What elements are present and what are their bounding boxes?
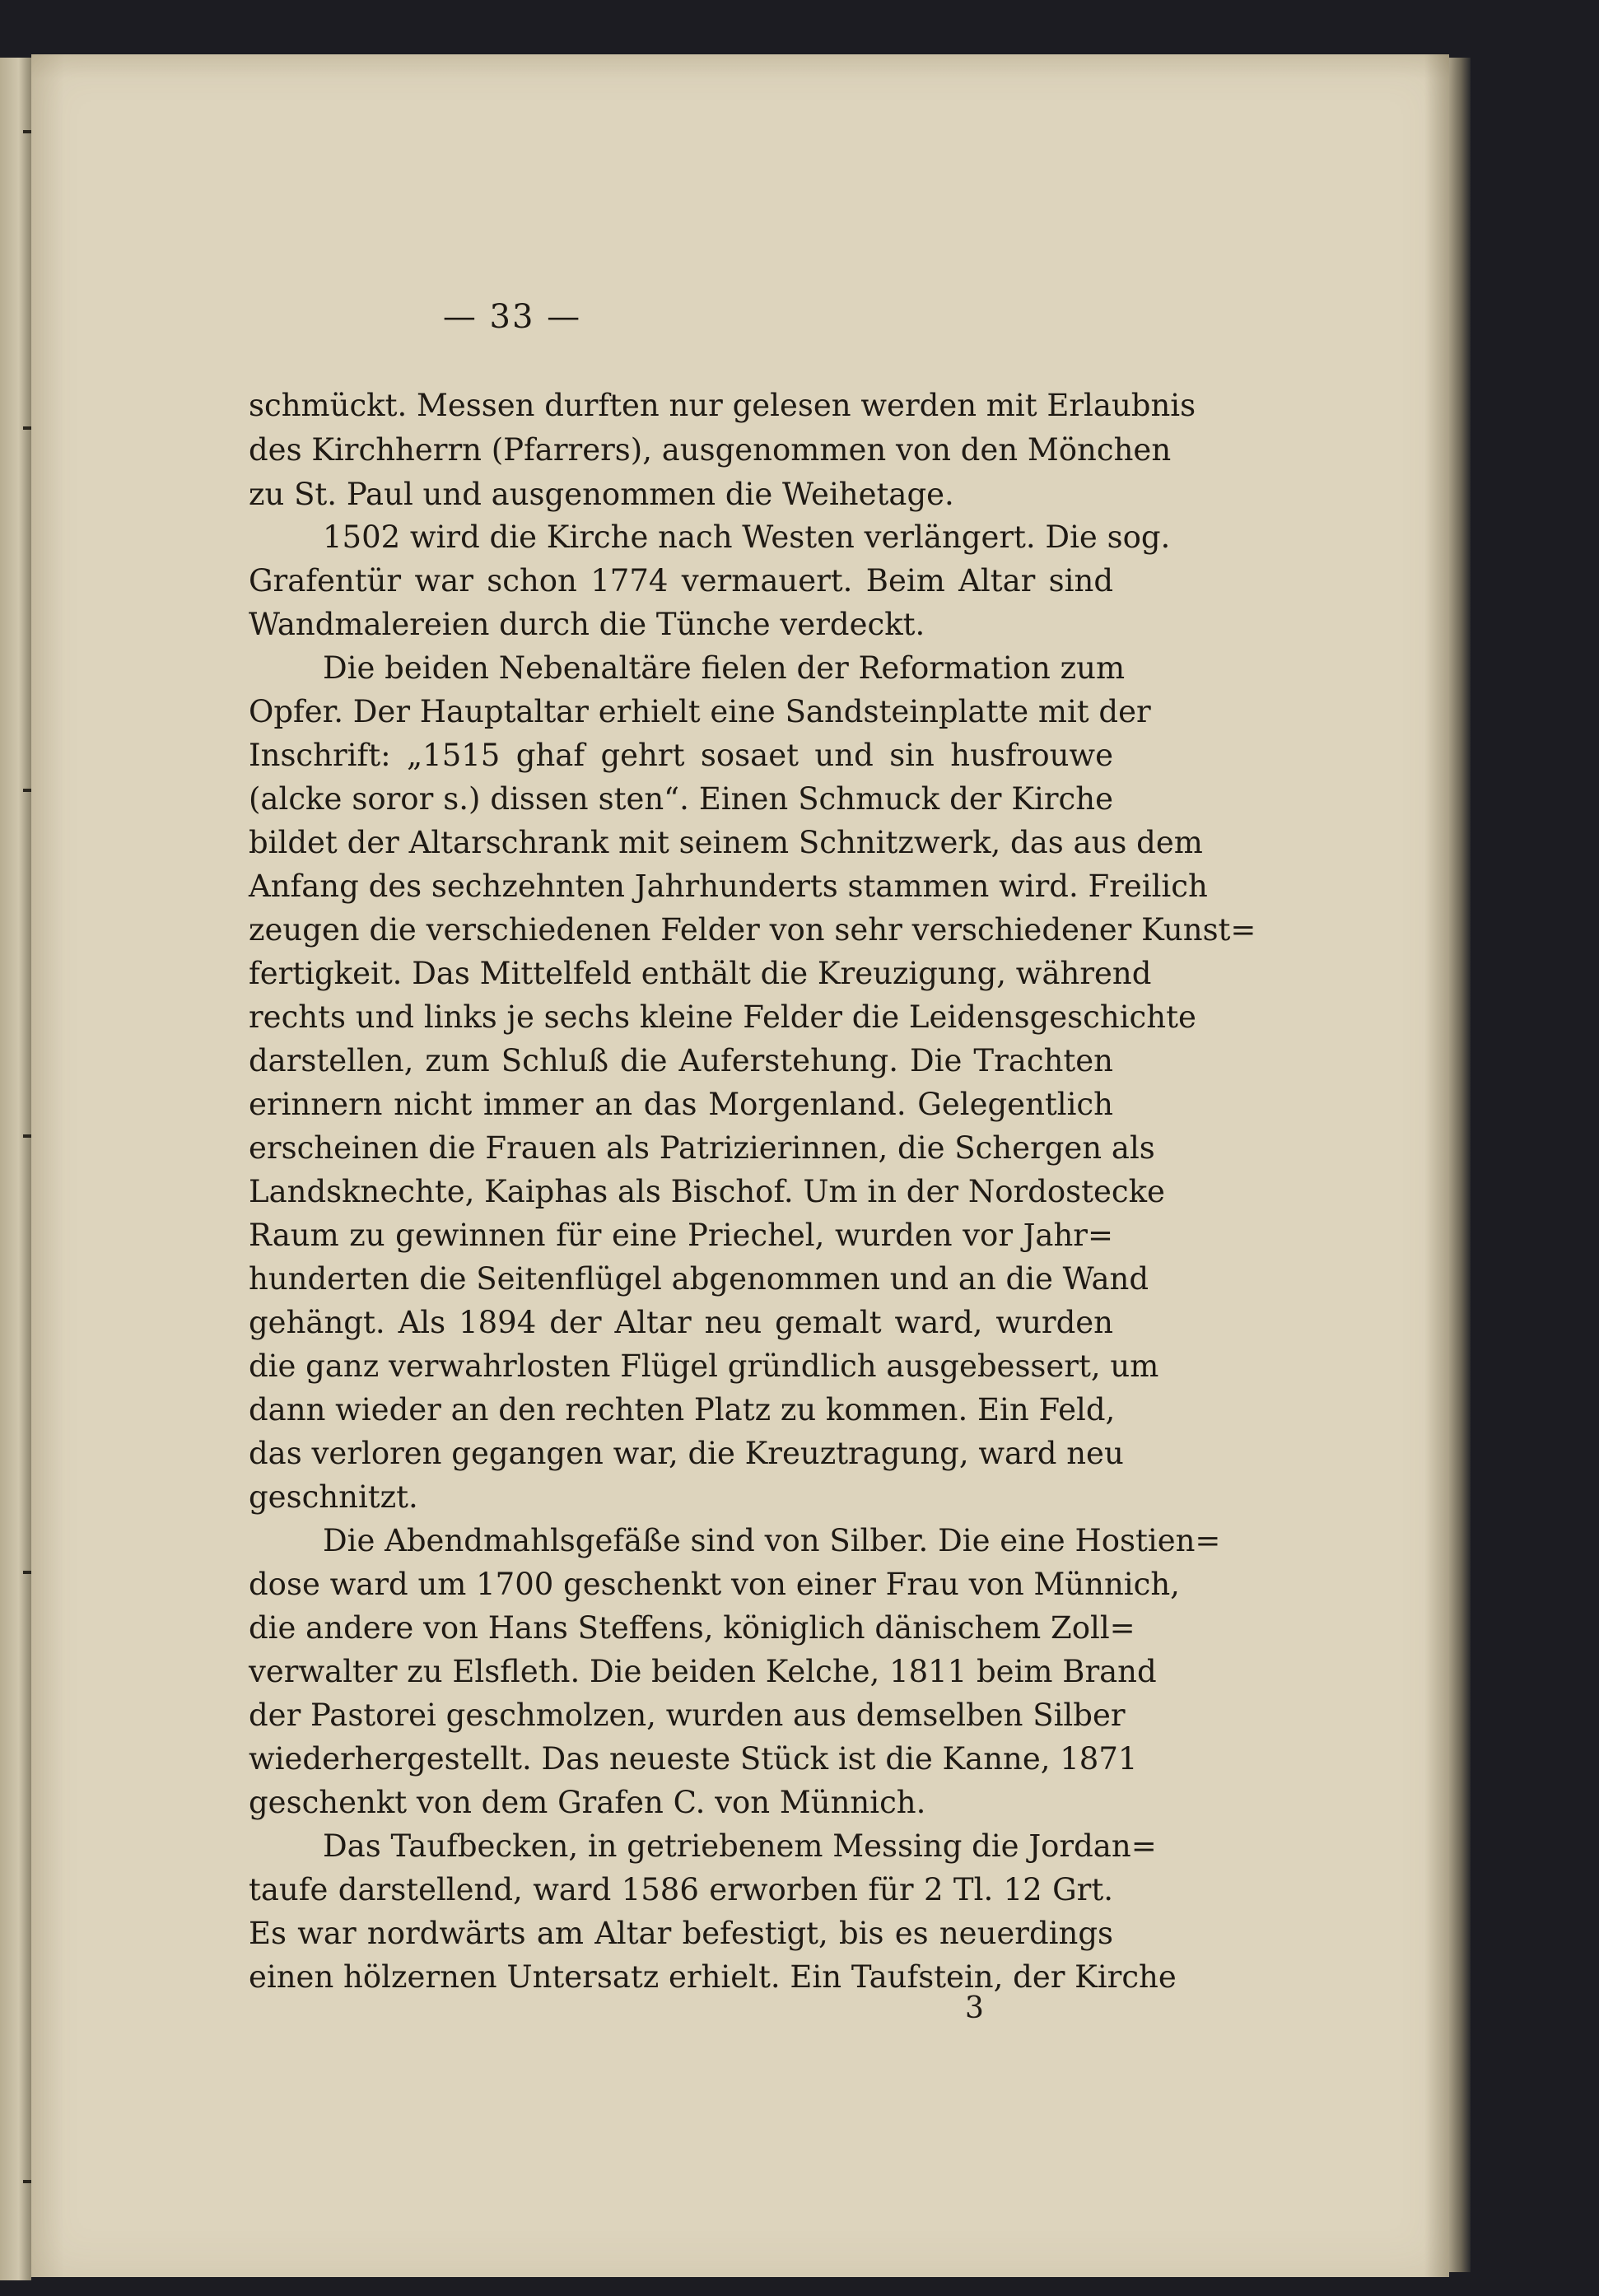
text-line: schmückt. Messen durften nur gelesen werden mit Erlaubnis <box>249 388 1196 423</box>
text-line: das verloren gegangen war, die Kreuztragung, ward neu <box>249 1436 1124 1471</box>
text-line: Raum zu gewinnen für eine Priechel, wurden vor Jahr= <box>249 1218 1113 1253</box>
text-line: zeugen die verschiedenen Felder von sehr verschiedener Kunst= <box>249 912 1256 948</box>
page-number-header: — 33 — <box>442 298 582 336</box>
book-edge <box>1449 58 1471 2272</box>
text-line: (alcke soror s.) dissen sten“. Einen Schmuck der Kirche <box>249 781 1113 817</box>
text-line: fertigkeit. Das Mittelfeld enthält die Kreuzigung, während <box>249 956 1152 991</box>
text-line: wiederhergestellt. Das neueste Stück ist die Kanne, 1871 <box>249 1741 1138 1777</box>
text-line: die andere von Hans Steffens, königlich dänischem Zoll= <box>249 1610 1135 1646</box>
text-line: einen hölzernen Untersatz erhielt. Ein Taufstein, der Kirche <box>249 1959 1177 1995</box>
text-line: dann wieder an den rechten Platz zu kommen. Ein Feld, <box>249 1392 1116 1427</box>
text-line: Opfer. Der Hauptaltar erhielt eine Sandsteinplatte mit der <box>249 694 1151 729</box>
text-line: rechts und links je sechs kleine Felder die Leidensgeschichte <box>249 999 1196 1035</box>
text-line: 1502 wird die Kirche nach Westen verlängert. Die sog. <box>323 519 1171 555</box>
text-line: dose ward um 1700 geschenkt von einer Frau von Münnich, <box>249 1567 1180 1602</box>
text-line: Anfang des sechzehnten Jahrhunderts stammen wird. Freilich <box>249 869 1208 904</box>
text-line: taufe darstellend, ward 1586 erworben für 2 Tl. 12 Grt. <box>249 1872 1113 1907</box>
text-line: Die beiden Nebenaltäre fielen der Reformation zum <box>323 650 1126 686</box>
text-line: Grafentür war schon 1774 vermauert. Beim Altar sind <box>249 563 1113 598</box>
text-line: Inschrift: „1515 ghaf gehrt sosaet und sin husfrouwe <box>249 738 1113 773</box>
book-page <box>31 54 1449 2277</box>
signature-mark: 3 <box>965 1991 984 2025</box>
text-line: Die Abendmahlsgefäße sind von Silber. Die eine Hostien= <box>323 1523 1221 1558</box>
text-line: hunderten die Seitenflügel abgenommen und an die Wand <box>249 1261 1149 1297</box>
text-line: Es war nordwärts am Altar befestigt, bis es neuerdings <box>249 1916 1113 1951</box>
text-line: erinnern nicht immer an das Morgenland. Gelegentlich <box>249 1087 1113 1122</box>
text-line: erscheinen die Frauen als Patrizierinnen, die Schergen als <box>249 1130 1155 1166</box>
text-line: darstellen, zum Schluß die Auferstehung. Die Trachten <box>249 1043 1113 1078</box>
text-line: geschnitzt. <box>249 1479 418 1515</box>
text-line: der Pastorei geschmolzen, wurden aus demselben Silber <box>249 1698 1126 1733</box>
text-line: Das Taufbecken, in getriebenem Messing die Jordan= <box>323 1828 1157 1864</box>
text-line: Landsknechte, Kaiphas als Bischof. Um in der Nordostecke <box>249 1174 1165 1209</box>
text-line: verwalter zu Elsfleth. Die beiden Kelche, 1811 beim Brand <box>249 1654 1157 1689</box>
text-line: gehängt. Als 1894 der Altar neu gemalt ward, wurden <box>249 1305 1113 1340</box>
text-line: Wandmalereien durch die Tünche verdeckt. <box>249 607 925 642</box>
text-line: bildet der Altarschrank mit seinem Schnitzwerk, das aus dem <box>249 825 1203 860</box>
previous-page-edge <box>0 58 31 2280</box>
text-line: zu St. Paul und ausgenommen die Weihetage. <box>249 477 954 512</box>
text-line: die ganz verwahrlosten Flügel gründlich ausgebessert, um <box>249 1348 1159 1384</box>
text-line: geschenkt von dem Grafen C. von Münnich. <box>249 1785 926 1820</box>
text-line: des Kirchherrn (Pfarrers), ausgenommen von den Mönchen <box>249 432 1172 468</box>
